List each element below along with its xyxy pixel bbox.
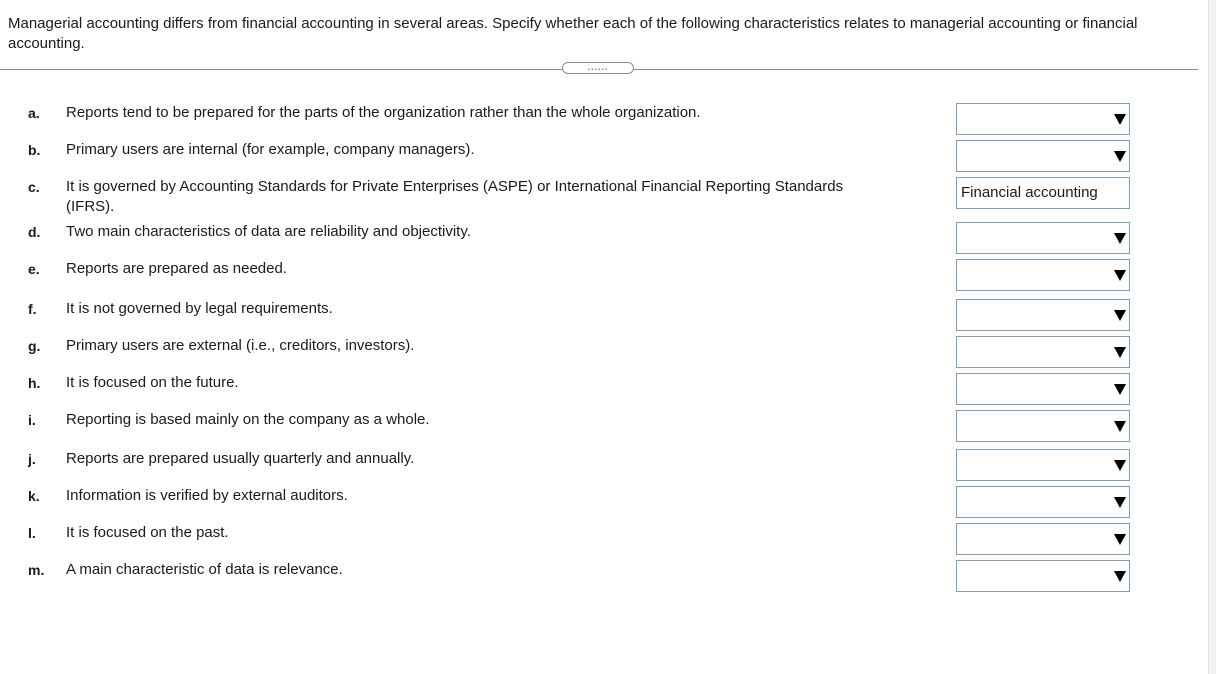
answer-dropdown-k[interactable]: [956, 486, 1130, 518]
triangle-down-icon[interactable]: [1112, 224, 1128, 252]
answer-value: Financial accounting: [961, 184, 1098, 201]
item-text: Reporting is based mainly on the company as a whole.: [66, 411, 430, 428]
item-letter: f.: [28, 301, 37, 317]
item-letter: e.: [28, 261, 40, 277]
triangle-down-icon[interactable]: [1112, 525, 1128, 553]
item-text: It is not governed by legal requirements.: [66, 300, 333, 317]
answer-field-c[interactable]: [956, 177, 1130, 209]
triangle-down-icon[interactable]: [1112, 338, 1128, 366]
answer-dropdown-h[interactable]: [956, 373, 1130, 405]
item-text: Primary users are external (i.e., creditors, investors).: [66, 337, 415, 354]
triangle-down-icon[interactable]: [1112, 375, 1128, 403]
question-instructions: Managerial accounting differs from financial accounting in several areas. Specify whether each of the following characteristics relates to managerial accounting or financial accounting.: [8, 15, 1138, 52]
item-letter: g.: [28, 338, 41, 354]
item-text: Reports tend to be prepared for the parts of the organization rather than the whole organization.: [66, 104, 701, 121]
triangle-down-icon[interactable]: [1112, 488, 1128, 516]
answer-dropdown-m[interactable]: [956, 560, 1130, 592]
scrollbar-edge: [1208, 0, 1216, 674]
answer-dropdown-g[interactable]: [956, 336, 1130, 368]
triangle-down-icon[interactable]: [1112, 412, 1128, 440]
item-letter: b.: [28, 142, 41, 158]
item-text: Reports are prepared usually quarterly and annually.: [66, 450, 415, 467]
triangle-down-icon[interactable]: [1112, 142, 1128, 170]
item-letter: l.: [28, 525, 36, 541]
answer-dropdown-f[interactable]: [956, 299, 1130, 331]
item-letter: k.: [28, 488, 40, 504]
answer-dropdown-i[interactable]: [956, 410, 1130, 442]
answer-dropdown-d[interactable]: [956, 222, 1130, 254]
answer-dropdown-e[interactable]: [956, 259, 1130, 291]
item-text: It is focused on the future.: [66, 374, 239, 391]
expand-toggle-button[interactable]: [562, 62, 634, 74]
triangle-down-icon[interactable]: [1112, 105, 1128, 133]
answer-dropdown-a[interactable]: [956, 103, 1130, 135]
item-text: Reports are prepared as needed.: [66, 260, 287, 277]
item-letter: h.: [28, 375, 41, 391]
triangle-down-icon[interactable]: [1112, 451, 1128, 479]
answer-dropdown-b[interactable]: [956, 140, 1130, 172]
triangle-down-icon[interactable]: [1112, 301, 1128, 329]
triangle-down-icon[interactable]: [1112, 562, 1128, 590]
item-text: A main characteristic of data is relevance.: [66, 561, 343, 578]
item-text: Primary users are internal (for example, company managers).: [66, 141, 475, 158]
ellipsis-icon: ......: [587, 61, 609, 72]
item-letter: i.: [28, 412, 36, 428]
item-letter: a.: [28, 105, 40, 121]
item-letter: d.: [28, 224, 41, 240]
item-text: It is governed by Accounting Standards for Private Enterprises (ASPE) or International Financial Reporting Standards (IFRS).: [66, 178, 844, 215]
answer-dropdown-l[interactable]: [956, 523, 1130, 555]
triangle-down-icon[interactable]: [1112, 261, 1128, 289]
item-text: It is focused on the past.: [66, 524, 229, 541]
answer-dropdown-j[interactable]: [956, 449, 1130, 481]
item-letter: j.: [28, 451, 36, 467]
item-text: Two main characteristics of data are reliability and objectivity.: [66, 223, 471, 240]
item-letter: m.: [28, 562, 45, 578]
item-text: Information is verified by external auditors.: [66, 487, 348, 504]
item-letter: c.: [28, 179, 40, 195]
